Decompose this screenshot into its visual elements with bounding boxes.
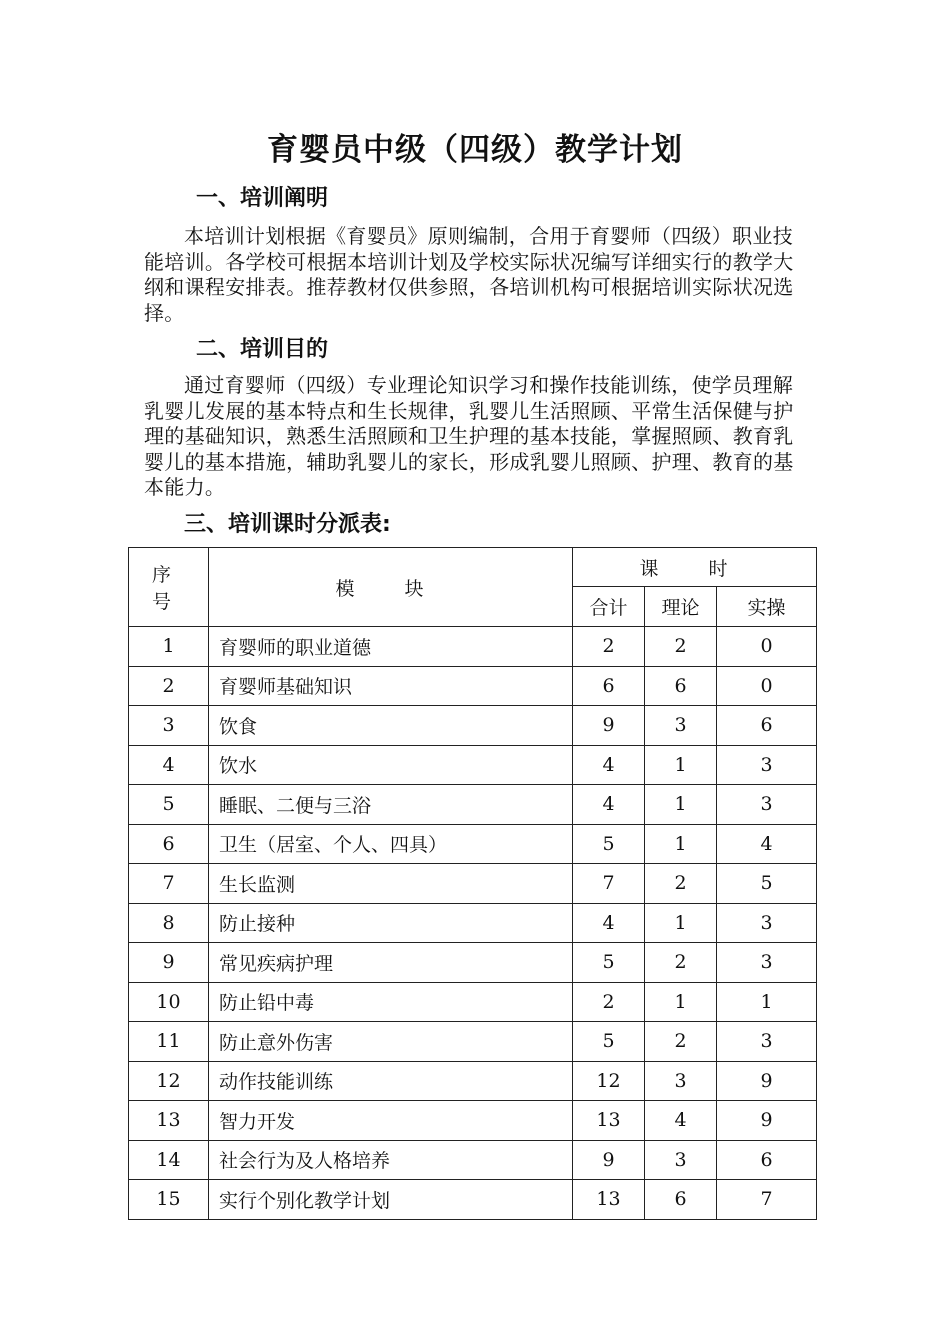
cell-theory-hours: 3	[645, 706, 717, 746]
paragraph-training-goals: 通过育婴师（四级）专业理论知识学习和操作技能训练，使学员理解乳婴儿发展的基本特点和生长规律，乳婴儿生活照顾、平常生活保健与护理的基础知识，熟悉生活照顾和卫生护理的基本技能，掌握照顾、教育乳婴儿的基本措施，辅助乳婴儿的家长，形成乳婴儿照顾、护理、教育的基本能力。	[144, 373, 794, 499]
table-row	[129, 706, 817, 746]
cell-module-name: 卫生（居室、个人、四具）	[209, 824, 573, 864]
cell-serial-number: 4	[129, 745, 209, 785]
cell-total-hours: 4	[573, 785, 645, 825]
cell-theory-hours: 2	[645, 864, 717, 904]
cell-theory-hours: 2	[645, 943, 717, 983]
cell-module-name: 育婴师的职业道德	[209, 627, 573, 667]
cell-module-name: 实行个别化教学计划	[209, 1180, 573, 1220]
cell-serial-number: 13	[129, 1101, 209, 1141]
table-header	[129, 548, 817, 627]
table-row	[129, 1022, 817, 1062]
cell-module-name: 动作技能训练	[209, 1061, 573, 1101]
table-row	[129, 627, 817, 667]
cell-practice-hours: 9	[717, 1101, 817, 1141]
cell-module-name: 生长监测	[209, 864, 573, 904]
cell-practice-hours: 3	[717, 785, 817, 825]
cell-theory-hours: 1	[645, 785, 717, 825]
cell-total-hours: 4	[573, 745, 645, 785]
section-heading-training-goals: 二、培训目的	[196, 337, 329, 362]
cell-total-hours: 2	[573, 982, 645, 1022]
hours-allocation-table	[128, 547, 817, 1220]
cell-total-hours: 12	[573, 1061, 645, 1101]
cell-serial-number: 6	[129, 824, 209, 864]
cell-total-hours: 5	[573, 1022, 645, 1062]
header-module: 模 块	[209, 548, 573, 627]
table-row	[129, 824, 817, 864]
cell-total-hours: 2	[573, 627, 645, 667]
header-practice: 实操	[717, 587, 817, 627]
cell-serial-number: 2	[129, 666, 209, 706]
header-theory: 理论	[645, 587, 717, 627]
cell-total-hours: 7	[573, 864, 645, 904]
cell-module-name: 常见疾病护理	[209, 943, 573, 983]
cell-total-hours: 5	[573, 943, 645, 983]
table-body	[129, 627, 817, 1220]
table-row	[129, 982, 817, 1022]
cell-module-name: 智力开发	[209, 1101, 573, 1141]
cell-module-name: 防止接种	[209, 903, 573, 943]
cell-module-name: 育婴师基础知识	[209, 666, 573, 706]
cell-total-hours: 9	[573, 706, 645, 746]
cell-theory-hours: 4	[645, 1101, 717, 1141]
cell-module-name: 睡眠、二便与三浴	[209, 785, 573, 825]
cell-practice-hours: 0	[717, 627, 817, 667]
cell-total-hours: 6	[573, 666, 645, 706]
table-row	[129, 666, 817, 706]
header-serial-number: 序 号	[129, 548, 209, 627]
cell-total-hours: 5	[573, 824, 645, 864]
cell-module-name: 防止意外伤害	[209, 1022, 573, 1062]
table-row	[129, 1101, 817, 1141]
cell-practice-hours: 3	[717, 943, 817, 983]
header-total: 合计	[573, 587, 645, 627]
cell-theory-hours: 3	[645, 1061, 717, 1101]
cell-practice-hours: 3	[717, 903, 817, 943]
cell-practice-hours: 6	[717, 706, 817, 746]
table-row	[129, 1180, 817, 1220]
cell-theory-hours: 6	[645, 666, 717, 706]
cell-theory-hours: 2	[645, 627, 717, 667]
cell-practice-hours: 3	[717, 1022, 817, 1062]
cell-practice-hours: 9	[717, 1061, 817, 1101]
table-row	[129, 903, 817, 943]
cell-serial-number: 7	[129, 864, 209, 904]
cell-theory-hours: 1	[645, 745, 717, 785]
cell-practice-hours: 5	[717, 864, 817, 904]
header-class-hours: 课 时	[573, 548, 817, 587]
table-row	[129, 864, 817, 904]
cell-serial-number: 3	[129, 706, 209, 746]
section-heading-training-notes: 一、培训阐明	[196, 186, 329, 211]
table-row	[129, 1140, 817, 1180]
cell-practice-hours: 0	[717, 666, 817, 706]
table-row	[129, 1061, 817, 1101]
cell-total-hours: 4	[573, 903, 645, 943]
paragraph-training-notes: 本培训计划根据《育婴员》原则编制，合用于育婴师（四级）职业技能培训。各学校可根据本培训计划及学校实际状况编写详细实行的教学大纲和课程安排表。推荐教材仅供参照，各培训机构可根据培训实际状况选择。	[144, 224, 794, 325]
table-row	[129, 745, 817, 785]
cell-serial-number: 15	[129, 1180, 209, 1220]
cell-serial-number: 12	[129, 1061, 209, 1101]
document-title: 育婴员中级（四级）教学计划	[267, 132, 683, 168]
cell-practice-hours: 4	[717, 824, 817, 864]
cell-practice-hours: 1	[717, 982, 817, 1022]
cell-serial-number: 14	[129, 1140, 209, 1180]
table-row	[129, 943, 817, 983]
cell-module-name: 防止铅中毒	[209, 982, 573, 1022]
cell-total-hours: 9	[573, 1140, 645, 1180]
cell-serial-number: 9	[129, 943, 209, 983]
cell-serial-number: 1	[129, 627, 209, 667]
table-row	[129, 785, 817, 825]
cell-module-name: 社会行为及人格培养	[209, 1140, 573, 1180]
cell-practice-hours: 6	[717, 1140, 817, 1180]
cell-theory-hours: 1	[645, 903, 717, 943]
cell-theory-hours: 6	[645, 1180, 717, 1220]
cell-module-name: 饮食	[209, 706, 573, 746]
cell-theory-hours: 1	[645, 824, 717, 864]
section-heading-hours-table: 三、培训课时分派表:	[184, 512, 391, 537]
cell-theory-hours: 3	[645, 1140, 717, 1180]
cell-total-hours: 13	[573, 1101, 645, 1141]
cell-total-hours: 13	[573, 1180, 645, 1220]
cell-theory-hours: 1	[645, 982, 717, 1022]
cell-module-name: 饮水	[209, 745, 573, 785]
cell-serial-number: 5	[129, 785, 209, 825]
cell-practice-hours: 3	[717, 745, 817, 785]
cell-serial-number: 8	[129, 903, 209, 943]
cell-serial-number: 11	[129, 1022, 209, 1062]
cell-practice-hours: 7	[717, 1180, 817, 1220]
cell-theory-hours: 2	[645, 1022, 717, 1062]
cell-serial-number: 10	[129, 982, 209, 1022]
